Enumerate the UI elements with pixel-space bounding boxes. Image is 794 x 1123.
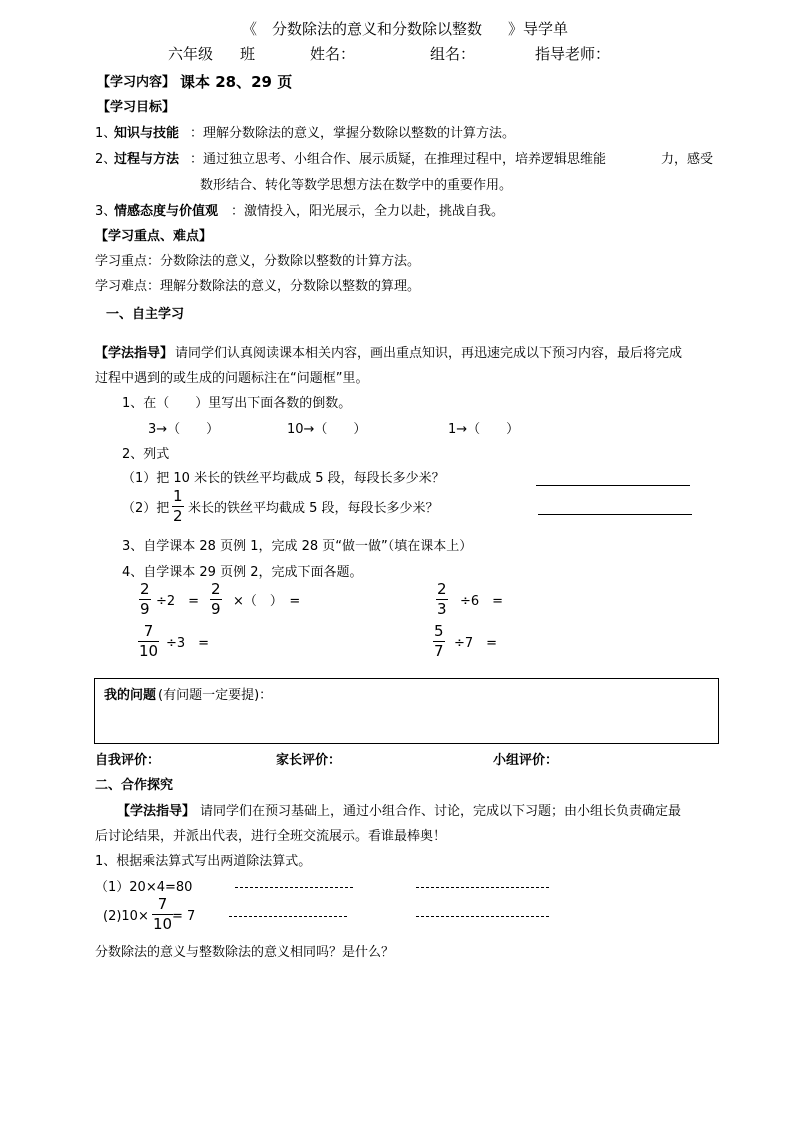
group-label: 组名： <box>430 45 476 63</box>
objective-3-title: 情感态度与价值观 <box>114 204 219 219</box>
objective-2-num: 2、 <box>95 152 117 167</box>
fraction-numerator: 2 <box>437 580 447 598</box>
calc-d-fraction <box>433 624 445 659</box>
calc-a-fraction <box>139 582 151 617</box>
calc-b-fraction <box>436 582 448 617</box>
equation-2-pre: (2)10× <box>103 909 149 924</box>
key-difficulty: 学习难点：理解分数除法的意义，分数除以整数的算理。 <box>95 279 421 294</box>
objective-2-text2: 数形结合、转化等数学思想方法在数学中的重要作用。 <box>200 178 513 193</box>
fraction-denominator: 3 <box>437 600 447 618</box>
answer-dash-1a[interactable] <box>235 887 353 888</box>
answer-dash-2a[interactable] <box>229 916 347 917</box>
objective-2-tail: 力，感受 <box>661 152 714 167</box>
teacher-label: 指导老师： <box>535 45 611 63</box>
section-1-guide-text2: 过程中遇到的或生成的问题标注在“问题框”里。 <box>95 371 369 386</box>
objective-3-text: ：激情投入，阳光展示，全力以赴，挑战自我。 <box>231 204 505 219</box>
class-label: 班 <box>240 45 256 63</box>
question-1: 1、在（ ）里写出下面各数的倒数。 <box>122 396 352 411</box>
key-focus: 学习重点：分数除法的意义，分数除以整数的计算方法。 <box>95 254 421 269</box>
problem-box-label: 我的问题 <box>104 688 157 703</box>
section-2-guide-text2: 后讨论结果，并派出代表，进行全班交流展示。看谁最棒奥！ <box>95 829 447 844</box>
objective-1-title: 知识与技能 <box>114 126 180 141</box>
section-1-guide-text: 请同学们认真阅读课本相关内容，画出重点知识，再迅速完成以下预习内容，最后将完成 <box>175 346 683 361</box>
calc-c-fraction <box>138 624 159 659</box>
parent-evaluation-label: 家长评价： <box>276 753 342 768</box>
section-1-guide-label: 【学法指导】 <box>95 346 174 361</box>
fraction-half <box>172 489 184 524</box>
fraction-numerator: 7 <box>143 622 154 640</box>
objective-2-title: 过程与方法 <box>114 152 180 167</box>
fraction-numerator: 7 <box>157 895 168 913</box>
fraction-numerator: 1 <box>173 487 183 505</box>
fraction-numerator: 5 <box>434 622 444 640</box>
group-evaluation-label: 小组评价： <box>493 753 559 768</box>
question-3: 3、自学课本 28 页例 1，完成 28 页“做一做”（填在课本上） <box>122 539 473 554</box>
objective-1-text: ：理解分数除法的意义，掌握分数除以整数的计算方法。 <box>190 126 516 141</box>
fraction-denominator: 7 <box>434 642 444 660</box>
section-2-guide-label: 【学法指导】 <box>117 804 196 819</box>
section-2-final-question: 分数除法的意义与整数除法的意义相同吗？是什么？ <box>95 945 395 960</box>
fraction-denominator: 9 <box>140 600 150 618</box>
study-content-text: 课本 28、29 页 <box>180 73 293 91</box>
fraction-numerator: 2 <box>211 580 221 598</box>
question-2a: （1）把 10 米长的铁丝平均截成 5 段，每段长多少米？ <box>122 471 445 486</box>
question-2: 2、列式 <box>122 447 170 462</box>
answer-dash-1b[interactable] <box>416 887 549 888</box>
question-2b-pre: （2）把 <box>122 501 170 516</box>
fraction-denominator: 9 <box>211 600 221 618</box>
equation-1: （1）20×4=80 <box>95 880 193 895</box>
fraction-numerator: 2 <box>140 580 150 598</box>
objective-2-text: ：通过独立思考、小组合作、展示质疑，在推理过程中，培养逻辑思维能 <box>190 152 607 167</box>
grade-label: 六年级 <box>168 45 214 63</box>
study-content-label: 【学习内容】 <box>97 75 176 90</box>
calc-a2-op: ×（ ） = <box>233 594 301 609</box>
objective-3-num: 3、 <box>95 204 117 219</box>
problem-box-hint: (有问题一定要提)： <box>158 688 273 703</box>
reciprocal-item-3: 1→（ ） <box>448 422 520 437</box>
calc-d-op: ÷7 = <box>454 636 498 651</box>
problem-box[interactable] <box>94 678 719 744</box>
fraction-denominator: 10 <box>139 642 159 660</box>
reciprocal-item-2: 10→（ ） <box>287 422 367 437</box>
section-1-heading: 一、自主学习 <box>106 307 185 322</box>
title-close: 》导学单 <box>508 20 569 38</box>
key-points-label: 【学习重点、难点】 <box>95 229 213 244</box>
section-2-guide-text: 请同学们在预习基础上，通过小组合作、讨论，完成以下习题；由小组长负责确定最 <box>200 804 682 819</box>
answer-dash-2b[interactable] <box>416 916 549 917</box>
equation-2-post: = 7 <box>172 909 196 924</box>
objective-1-num: 1、 <box>95 126 117 141</box>
objectives-label: 【学习目标】 <box>97 100 176 115</box>
calc-a2-fraction <box>210 582 222 617</box>
equation-2-fraction <box>152 897 173 932</box>
question-2b-post: 米长的铁丝平均截成 5 段，每段长多少米？ <box>188 501 439 516</box>
calc-c-op: ÷3 = <box>166 636 210 651</box>
answer-line-2b[interactable] <box>538 514 692 515</box>
name-label: 姓名： <box>310 45 356 63</box>
section-2-question-1: 1、根据乘法算式写出两道除法算式。 <box>95 854 312 869</box>
calc-a-op: ÷2 = <box>156 594 200 609</box>
answer-line-2a[interactable] <box>536 485 690 486</box>
calc-b-op: ÷6 = <box>460 594 504 609</box>
fraction-denominator: 10 <box>153 915 173 933</box>
self-evaluation-label: 自我评价： <box>95 753 161 768</box>
section-2-heading: 二、合作探究 <box>95 778 174 793</box>
reciprocal-item-1: 3→（ ） <box>148 422 220 437</box>
question-4: 4、自学课本 29 页例 2，完成下面各题。 <box>122 565 363 580</box>
fraction-denominator: 2 <box>173 507 183 525</box>
page-title: 分数除法的意义和分数除以整数 <box>272 20 483 38</box>
title-open: 《 <box>242 20 258 38</box>
